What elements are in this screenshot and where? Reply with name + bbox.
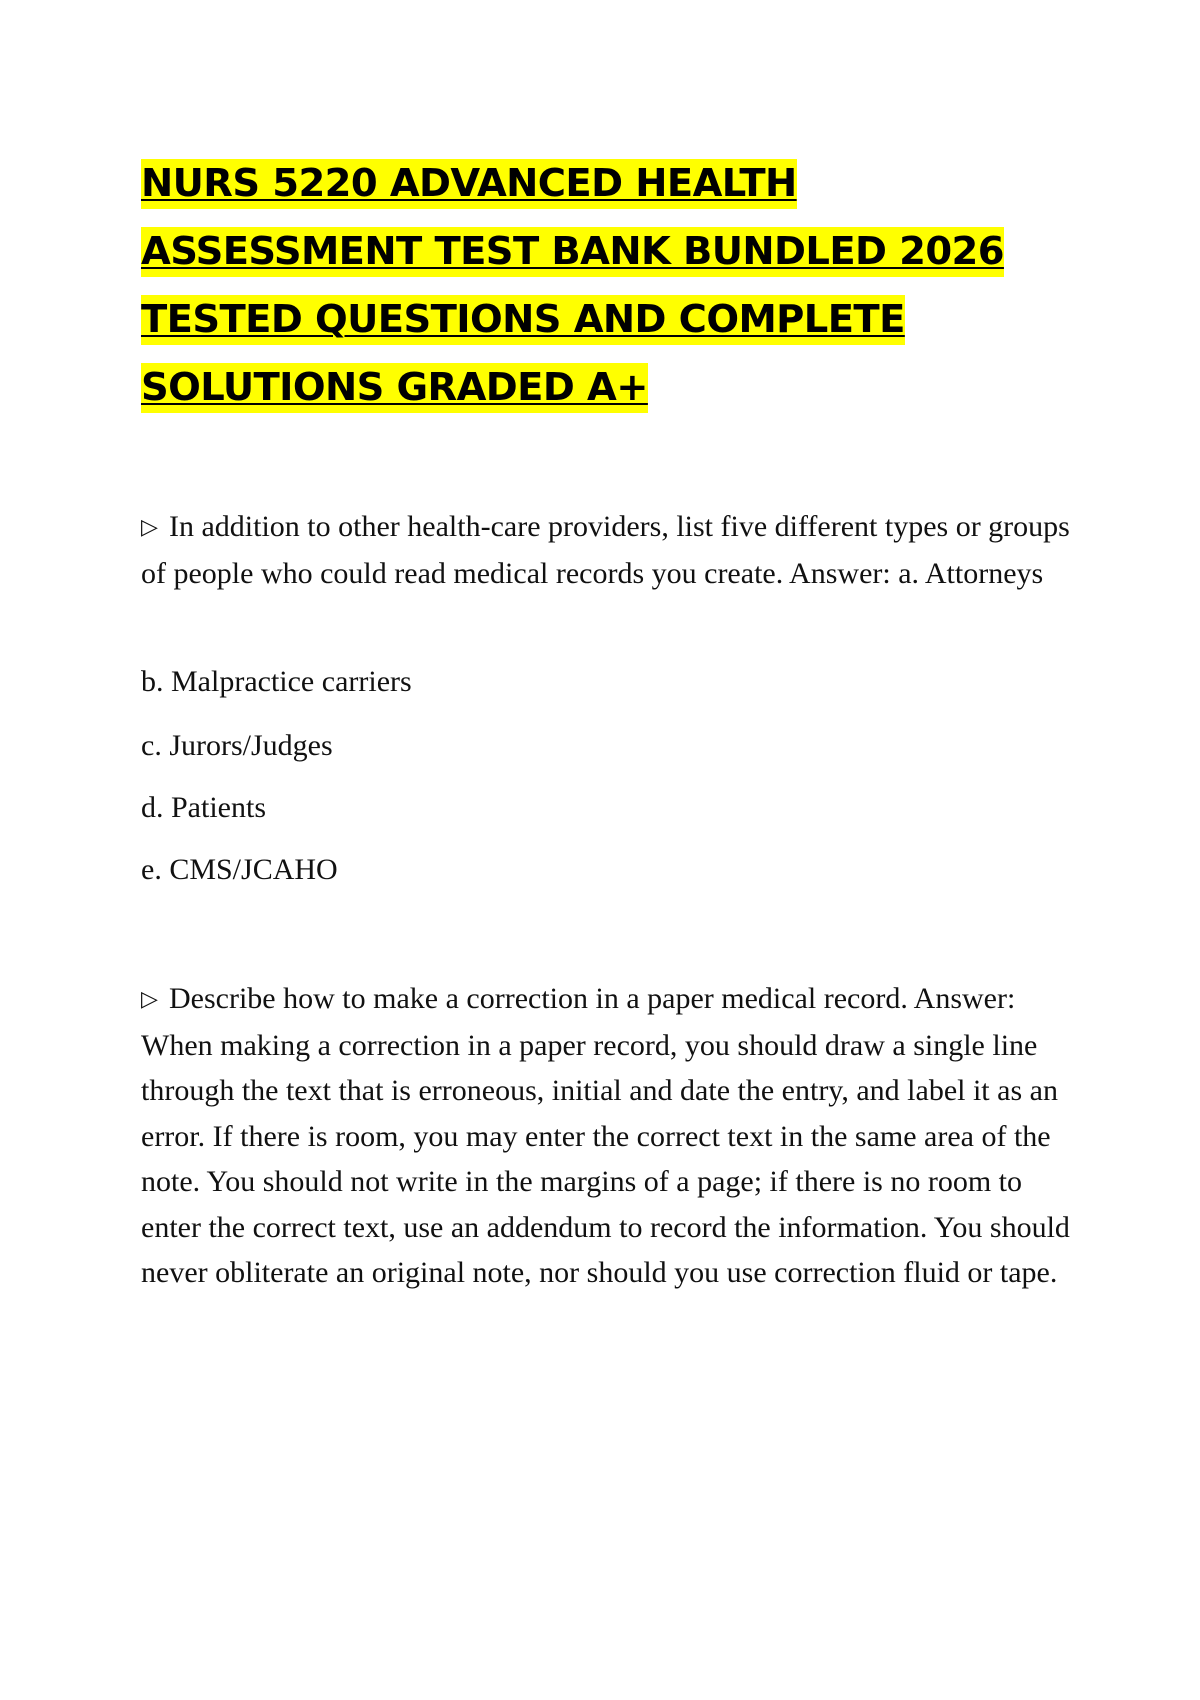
title-line-text: ASSESSMENT TEST BANK BUNDLED 2026: [141, 227, 1004, 277]
question-text: [141, 504, 1081, 596]
document-title: [141, 150, 1101, 422]
title-line-text: NURS 5220 ADVANCED HEALTH: [141, 159, 797, 209]
question-text: [141, 976, 1081, 1296]
question-block-2: [141, 976, 1081, 1296]
title-line: [141, 354, 1101, 422]
answer-option: b. Malpractice carriers: [141, 665, 412, 698]
answer-option: e. CMS/JCAHO: [141, 853, 338, 886]
title-line-text: TESTED QUESTIONS AND COMPLETE: [141, 295, 905, 345]
title-line-text: SOLUTIONS GRADED A+: [141, 363, 648, 413]
question-block-1: [141, 504, 1081, 596]
answer-option: c. Jurors/Judges: [141, 729, 333, 762]
answer-option: d. Patients: [141, 791, 266, 824]
question-body: Describe how to make a correction in a paper medical record. Answer: When making a correction in a paper record, you should draw a single line through the text that is erroneous, initial and date the entry, and label it as an error. If there is room, you may enter the correct text in the same area of the note. You should not write in the margins of a page; if there is no room to enter the correct text, use an addendum to record the information. You should never obliterate an original note, nor should you use correction fluid or tape.: [141, 982, 1070, 1289]
triangle-arrow-icon: ▷: [141, 987, 158, 1012]
title-line: [141, 286, 1101, 354]
title-line: [141, 218, 1101, 286]
question-body: In addition to other health-care providers, list five different types or groups of people who could read medical records you create. Answer: a. Attorneys: [141, 510, 1070, 590]
triangle-arrow-icon: ▷: [141, 515, 158, 540]
title-line: [141, 150, 1101, 218]
